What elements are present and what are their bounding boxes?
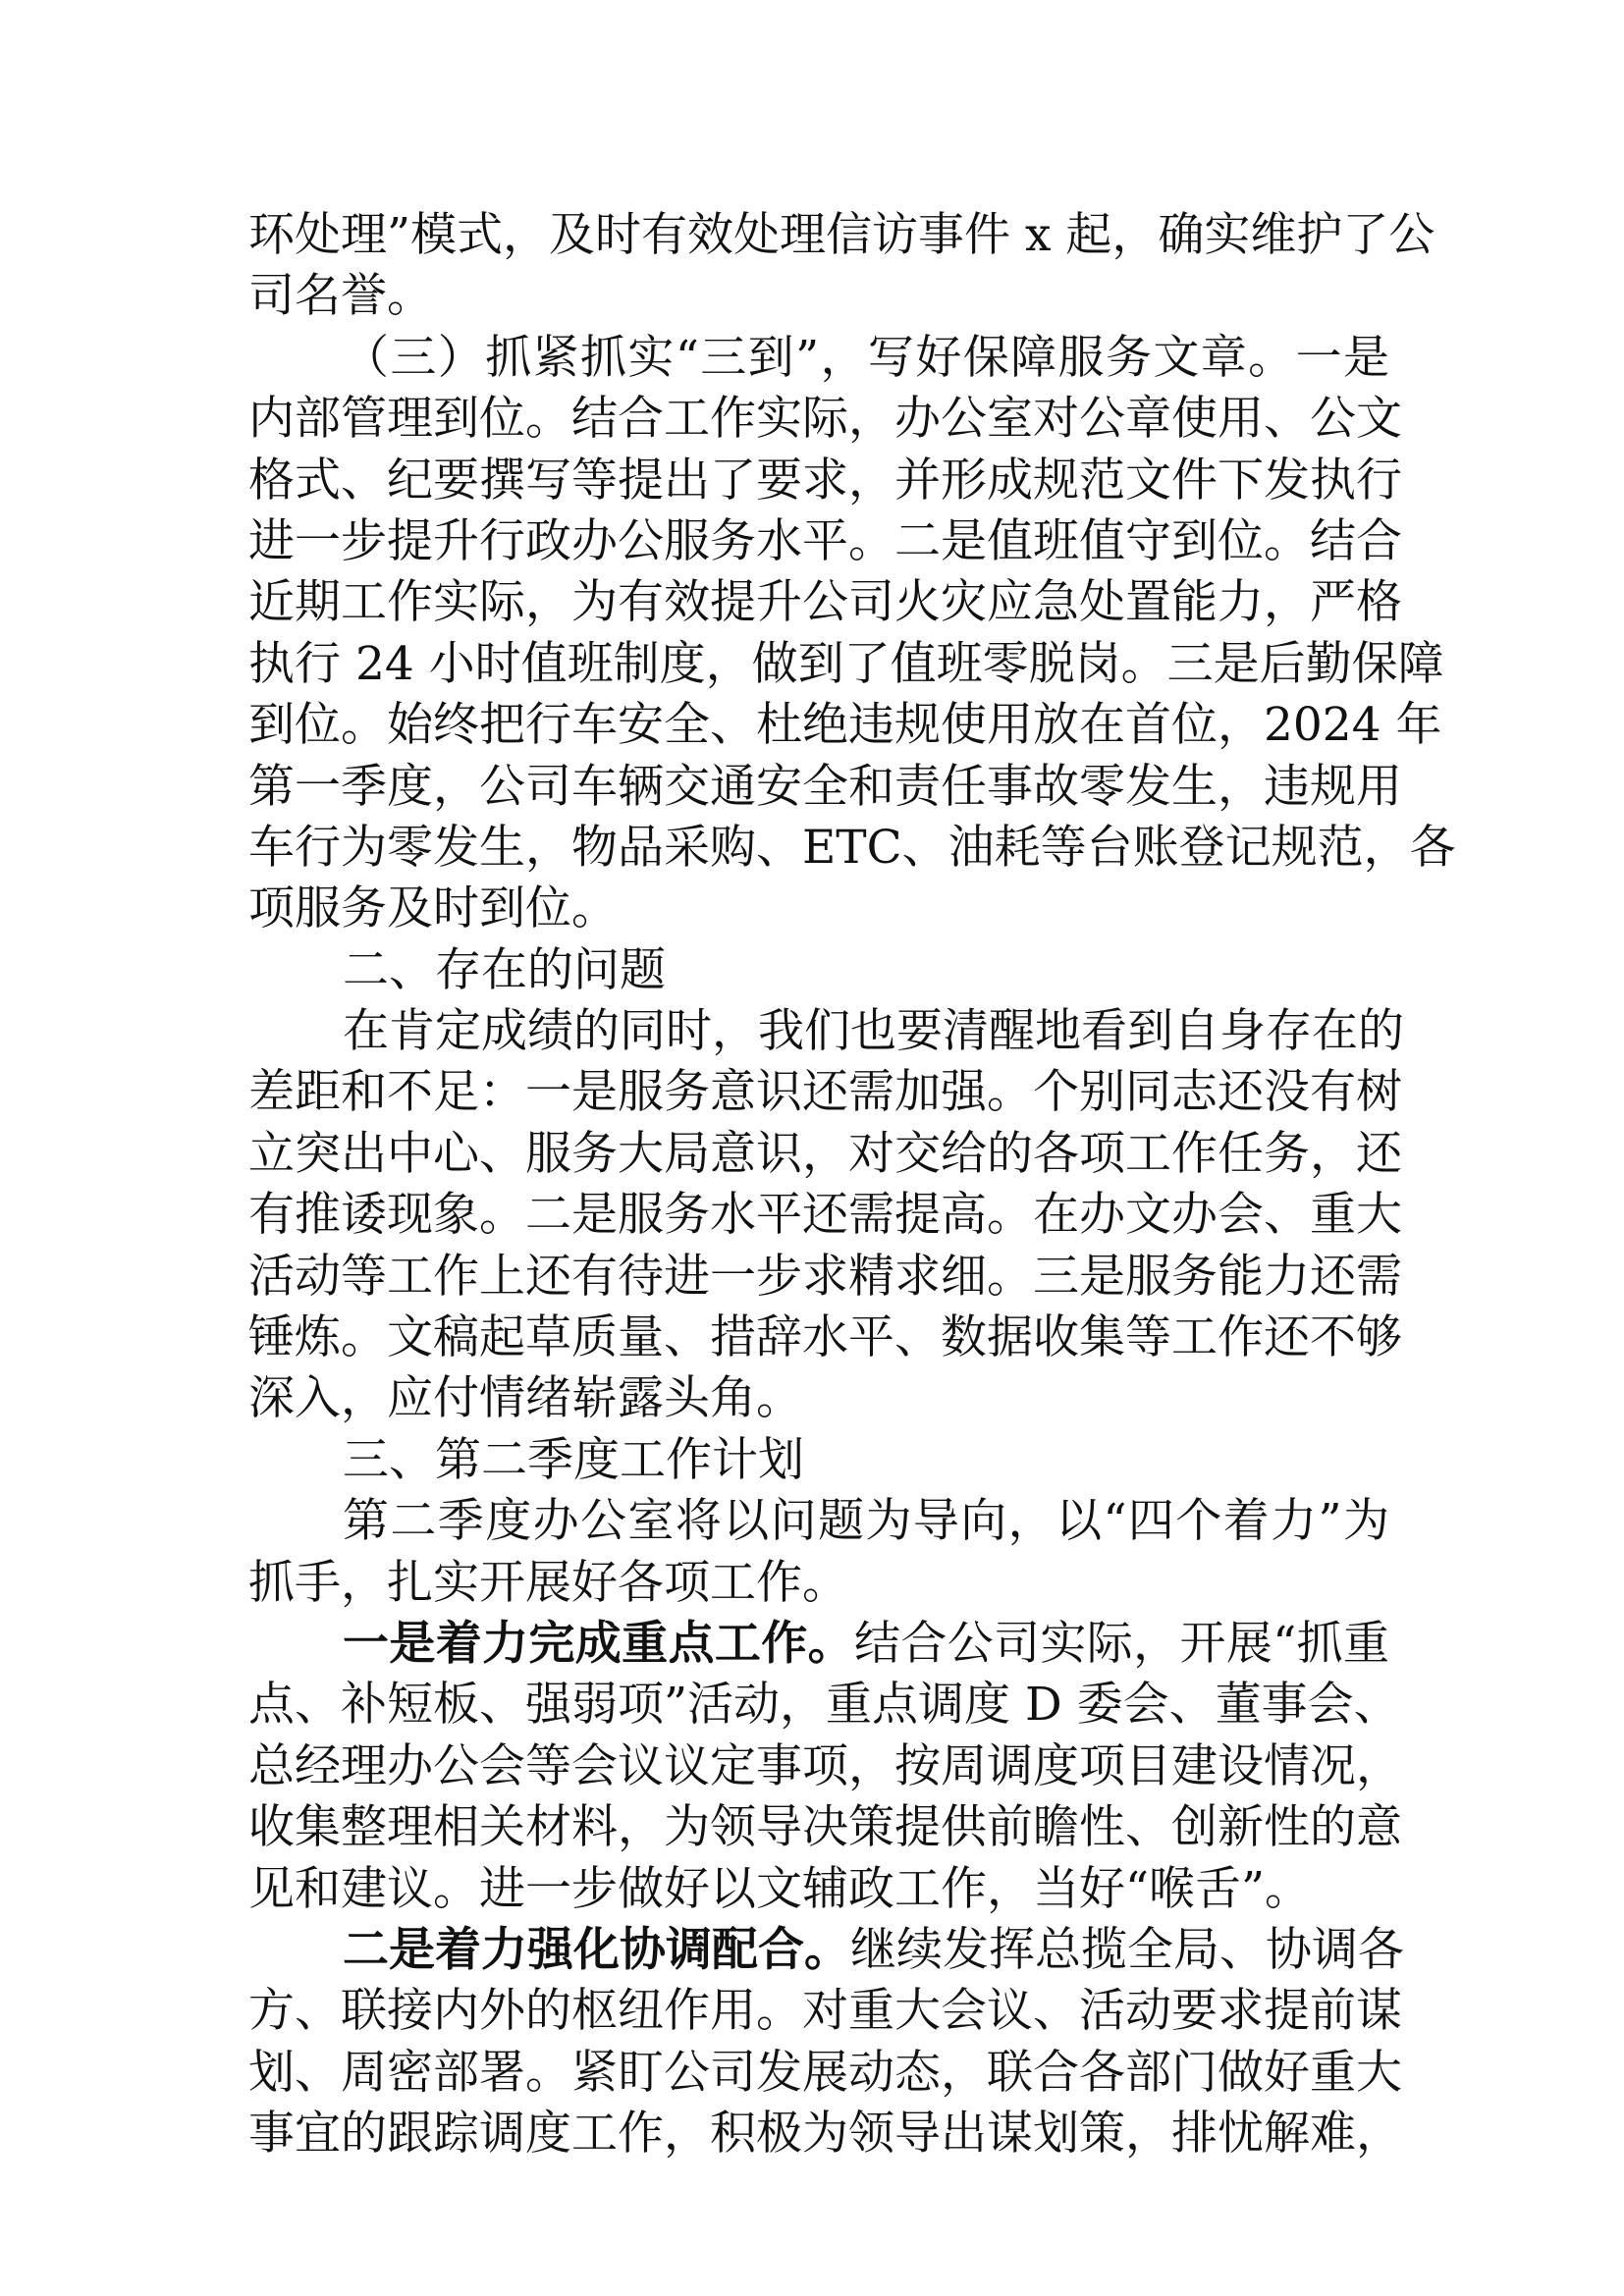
text-line [248, 818, 1456, 879]
line-text: 深入，应付情绪崭露头角。 [248, 1371, 802, 1426]
text-line [248, 1736, 1402, 1797]
text-line [248, 1675, 1400, 1735]
line-text: （三）抓紧抓实“三到”，写好保障服务文章。一是 [343, 330, 1389, 385]
text-line [248, 1247, 1402, 1308]
text-line [248, 511, 1402, 572]
line-text: 事宜的跟踪调度工作，积极为领导出谋划策，排忧解难， [248, 2107, 1402, 2162]
text-line [248, 1368, 1389, 1429]
text-line [248, 1491, 1389, 1552]
line-text: 第一季度，公司车辆交通安全和责任事故零发生，违规用 [248, 759, 1402, 814]
line-text: 在肯定成绩的同时，我们也要清醒地看到自身存在的 [343, 1004, 1404, 1059]
line-text: 抓手，扎实开展好各项工作。 [248, 1555, 848, 1610]
line-text: 方、联接内外的枢纽作用。对重大会议、活动要求提前谋 [248, 1984, 1402, 2039]
line-text: 格式、纪要撰写等提出了要求，并形成规范文件下发执行 [248, 453, 1402, 507]
text-line [248, 757, 1402, 818]
line-text: 执行 24 小时值班制度，做到了值班零脱岗。三是后勤保障 [248, 636, 1444, 691]
text-line [248, 2104, 1402, 2164]
line-text: 三、第二季度工作计划 [343, 1432, 804, 1487]
document-body [248, 205, 1456, 2165]
text-line [248, 205, 1435, 266]
line-text: 收集整理相关材料，为领导决策提供前瞻性、创新性的意 [248, 1800, 1402, 1855]
text-line [248, 1308, 1402, 1368]
text-line [248, 634, 1444, 695]
line-text: 进一步提升行政办公服务水平。二是值班值守到位。结合 [248, 513, 1402, 568]
line-text: 差距和不足：一是服务意识还需加强。个别同志还没有树 [248, 1065, 1402, 1120]
line-text: 继续发挥总揽全局、协调各 [850, 1922, 1404, 1977]
text-line [248, 572, 1402, 633]
text-line [248, 328, 1389, 389]
text-line [248, 1920, 1404, 1981]
text-line [248, 1430, 1389, 1491]
line-text: 总经理办公会等会议议定事项，按周调度项目建设情况， [248, 1738, 1402, 1793]
text-line [248, 451, 1402, 511]
text-line [248, 1553, 1389, 1614]
text-line [248, 879, 1389, 939]
text-line [248, 1062, 1402, 1123]
line-text: 项服务及时到位。 [248, 881, 618, 936]
text-line [248, 389, 1402, 450]
text-line [248, 1981, 1402, 2042]
line-text: 车行为零发生，物品采购、ETC、油耗等台账登记规范，各 [248, 820, 1456, 875]
text-line [248, 1001, 1404, 1062]
line-text: 划、周密部署。紧盯公司发展动态，联合各部门做好重大 [248, 2045, 1402, 2100]
line-text: 到位。始终把行车安全、杜绝违规使用放在首位，2024 年 [248, 698, 1442, 753]
text-line [248, 1614, 1389, 1675]
line-text: 立突出中心、服务大局意识，对交给的各项工作任务，还 [248, 1126, 1402, 1181]
line-text: 内部管理到位。结合工作实际，办公室对公章使用、公文 [248, 392, 1402, 447]
line-text: 司名誉。 [248, 269, 433, 324]
line-text: 近期工作实际，为有效提升公司火灾应急处置能力，严格 [248, 575, 1402, 630]
line-text: 有推诿现象。二是服务水平还需提高。在办文办会、重大 [248, 1188, 1402, 1243]
line-text: 环处理”模式，及时有效处理信访事件 x 起，确实维护了公 [248, 208, 1435, 262]
text-line [248, 1185, 1402, 1246]
text-line [248, 1124, 1402, 1185]
text-line [248, 1859, 1389, 1920]
bold-lead-text: 二是着力强化协调配合。 [343, 1922, 850, 1977]
text-line [248, 2043, 1402, 2104]
line-text: 点、补短板、强弱项”活动，重点调度 D 委会、董事会、 [248, 1678, 1400, 1733]
line-text: 结合公司实际，开展“抓重 [853, 1616, 1389, 1671]
text-line [248, 940, 1389, 1001]
line-text: 活动等工作上还有待进一步求精求细。三是服务能力还需 [248, 1249, 1402, 1304]
text-line [248, 695, 1442, 756]
bold-lead-text: 一是着力完成重点工作。 [343, 1616, 854, 1671]
line-text: 第二季度办公室将以问题为导向，以“四个着力”为 [343, 1494, 1389, 1549]
line-text: 见和建议。进一步做好以文辅政工作，当好“喉舌”。 [248, 1861, 1312, 1916]
text-line [248, 1797, 1402, 1858]
line-text: 二、存在的问题 [343, 942, 666, 997]
text-line [248, 266, 1389, 327]
line-text: 锤炼。文稿起草质量、措辞水平、数据收集等工作还不够 [248, 1310, 1402, 1365]
